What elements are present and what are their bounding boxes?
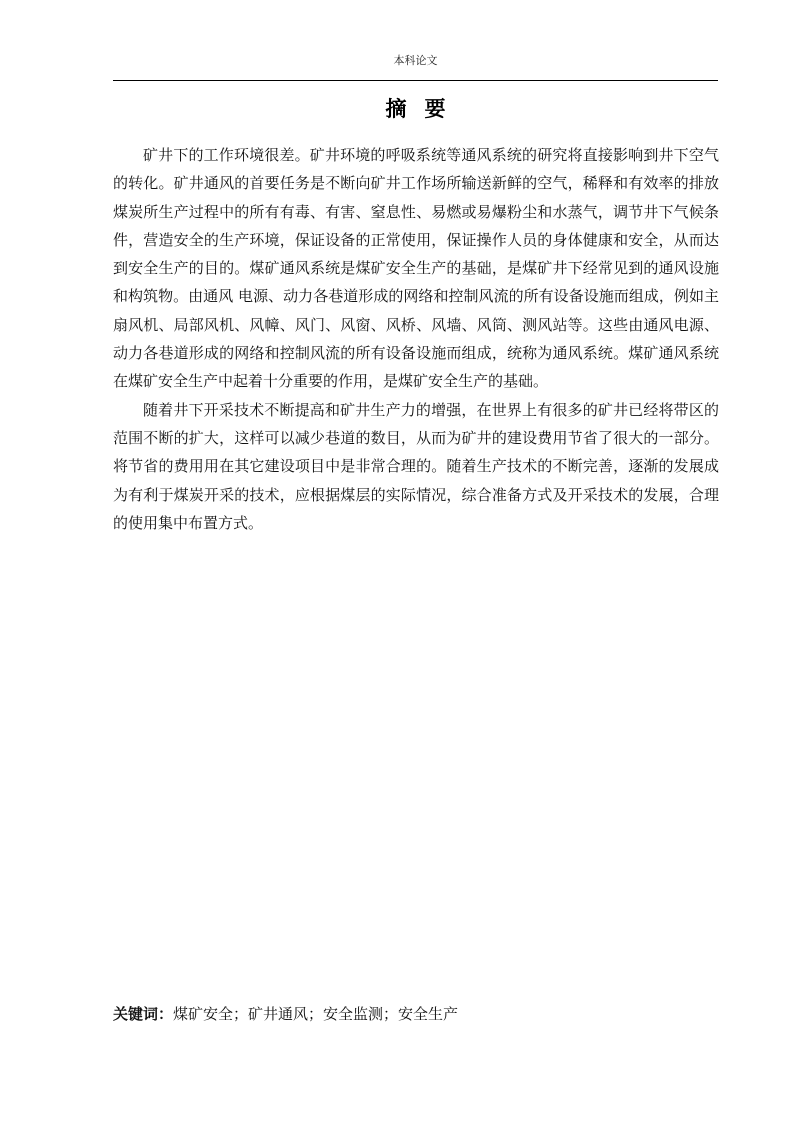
header-rule xyxy=(113,80,718,81)
keywords-label: 关键词： xyxy=(113,1005,174,1023)
abstract-paragraph-1: 矿井下的工作环境很差。矿井环境的呼吸系统等通风系统的研究将直接影响到井下空气的转化。矿井通风的首要任务是不断向矿井工作场所输送新鲜的空气，稀释和有效率的排放煤炭所生产过程中的所有有毒、有害、窒息性、易燃或易爆粉尘和水蒸气，调节井下气候条件，营造安全的生产环境，保证设备的正常使用，保证操作人员的身体健康和安全，从而达到安全生产的目的。煤矿通风系统是煤矿安全生产的基础，是煤矿井下经常见到的通风设施和构筑物。由通风 电源、动力各巷道形成的网络和控制风流的所有设备设施而组成，例如主扇风机、局部风机、风幛、风门、风窗、风桥、风墙、风筒、测风站等。这些由通风电源、动力各巷道形成的网络和控制风流的所有设备设施而组成，统称为通风系统。煤矿通风系统在煤矿安全生产中起着十分重要的作用，是煤矿安全生产的基础。 xyxy=(113,146,719,391)
running-header: 本科论文 xyxy=(393,54,438,67)
abstract-paragraph-2: 随着井下开采技术不断提高和矿井生产力的增强，在世界上有很多的矿井已经将带区的范围不断的扩大，这样可以减少巷道的数目，从而为矿井的建设费用节省了很大的一部分。将节省的费用用在其它建设项目中是非常合理的。随着生产技术的不断完善，逐渐的发展成为有利于煤炭开采的技术，应根据煤层的实际情况，综合准备方式及开采技术的发展，合理的使用集中布置方式。 xyxy=(113,400,719,532)
keywords-line xyxy=(113,1003,718,1025)
abstract-body xyxy=(113,141,719,537)
keywords-text: 煤矿安全；矿井通风；安全监测；安全生产 xyxy=(173,1005,459,1023)
abstract-title: 摘要 xyxy=(385,97,464,121)
